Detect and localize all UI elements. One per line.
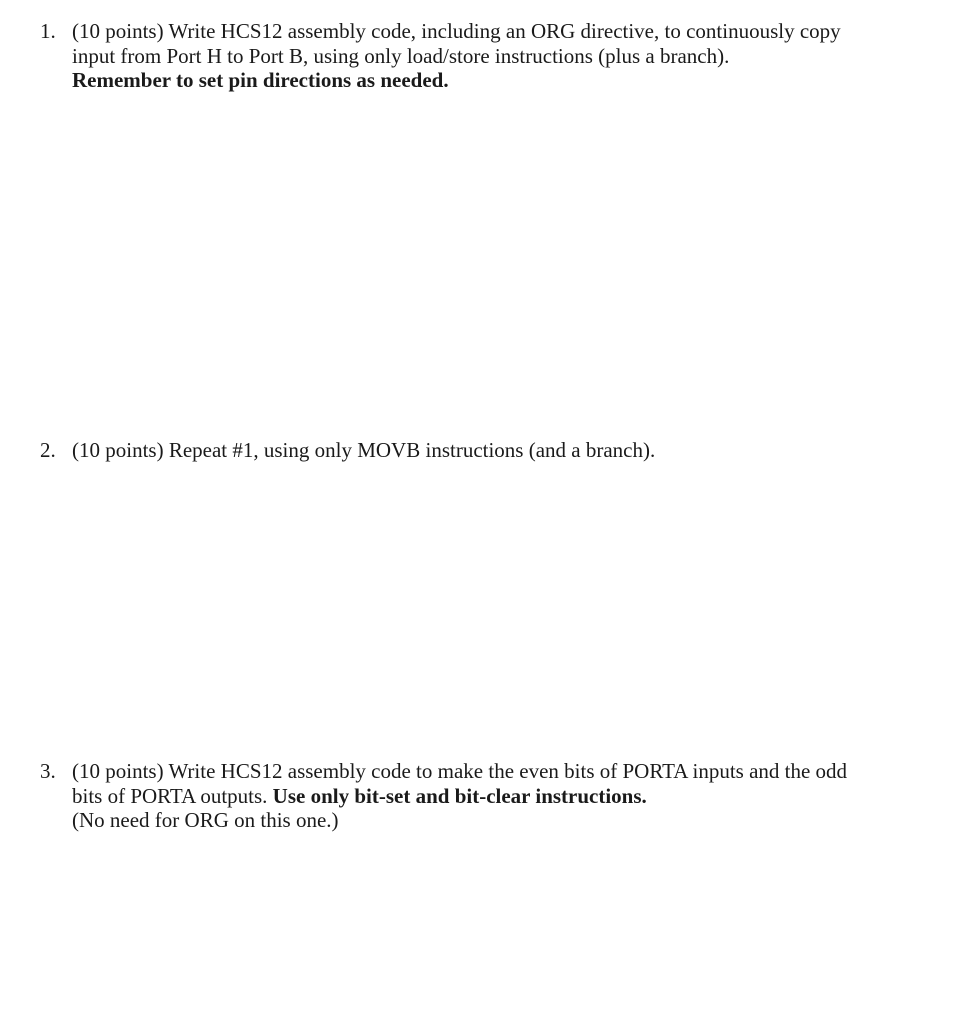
question-line: (10 points) Repeat #1, using only MOVB instructions (and a branch). [72, 438, 656, 462]
question-emphasis: Remember to set pin directions as needed. [72, 68, 449, 92]
question-number: 3. [40, 759, 56, 783]
question-line: input from Port H to Port B, using only load/store instructions (plus a branch). [72, 43, 730, 68]
answer-space [72, 100, 932, 420]
question-number: 2. [40, 438, 56, 462]
question-emphasis: Use only bit-set and bit-clear instructions. [272, 783, 647, 808]
question-text [72, 438, 918, 463]
question-line-mixed [72, 784, 918, 809]
question-text [72, 19, 918, 93]
answer-space [72, 470, 932, 740]
answer-space [72, 840, 932, 1010]
question-line-plain: bits of PORTA outputs. [72, 783, 273, 808]
question-number: 1. [40, 19, 56, 43]
question-line: (10 points) Write HCS12 assembly code to make the even bits of PORTA inputs and the odd [72, 759, 848, 783]
question-line: (10 points) Write HCS12 assembly code, including an ORG directive, to continuously copy [72, 19, 841, 43]
question-text [72, 759, 918, 833]
question-note: (No need for ORG on this one.) [72, 808, 339, 832]
